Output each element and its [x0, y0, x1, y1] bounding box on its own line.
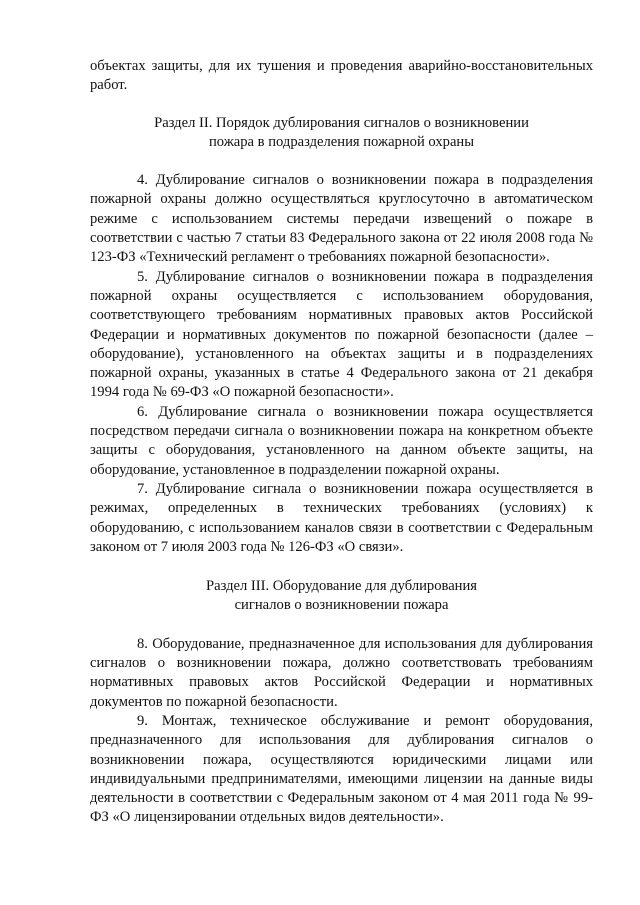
section-gap: [90, 152, 593, 171]
section-3-heading: [90, 577, 593, 616]
section-2-heading: [90, 114, 593, 153]
document-page: [90, 57, 593, 828]
paragraph-5: 5. Дублирование сигналов о возникновении пожара в подразделения пожарной охраны осуществляется с использованием оборудования, соответствующего требованиям нормативных правовых актов Российской Федерации и нормативных документов по пожарной безопасности (далее – оборудование), установленного на объектах защиты и в подразделениях пожарной охраны, указанных в статье 4 Федерального закона от 21 декабря 1994 года № 69-ФЗ «О пожарной безопасности».: [90, 268, 593, 401]
paragraph-4: 4. Дублирование сигналов о возникновении пожара в подразделения пожарной охраны должно осуществляться круглосуточно в автоматическом режиме с использованием системы передачи извещений о пожаре в соответствии с частью 7 статьи 83 Федерального закона от 22 июля 2008 года № 123-ФЗ «Технический регламент о требованиях пожарной безопасности».: [90, 172, 593, 266]
section-3-title-line-2: сигналов о возникновении пожара: [234, 597, 449, 614]
section-3-title-line-1: Раздел III. Оборудование для дублирования: [205, 578, 478, 595]
paragraph-9: 9. Монтаж, техническое обслуживание и ремонт оборудования, предназначенного для использования для дублирования сигналов о возникновении пожара, осуществляются юридическими лицами или индивидуальными предпринимателями, имеющими лицензии на данные виды деятельности в соответствии с Федеральным законом от 4 мая 2011 года № 99-ФЗ «О лицензировании отдельных видов деятельности».: [90, 712, 593, 826]
section-2-title-line-2: пожара в подразделения пожарной охраны: [208, 133, 475, 150]
paragraph-6: 6. Дублирование сигнала о возникновении пожара осуществляется посредством передачи сигнала о возникновении пожара на конкретном объекте защиты с оборудования, установленного на данном объекте защиты, на оборудование, установленное в подразделении пожарной охраны.: [90, 403, 593, 478]
paragraph-7: 7. Дублирование сигнала о возникновении пожара осуществляется в режимах, определенных в технических требованиях (условиях) к оборудованию, с использованием каналов связи в соответствии с Федеральным законом от 7 июля 2003 года № 126-ФЗ «О связи».: [90, 480, 593, 555]
intro-paragraph: объектах защиты, для их тушения и проведения аварийно-восстановительных работ.: [90, 58, 593, 94]
paragraph-8: 8. Оборудование, предназначенное для использования для дублирования сигналов о возникновении пожара, должно соответствовать требованиям нормативных правовых актов Российской Федерации и нормативных документов по пожарной безопасности.: [90, 635, 593, 710]
section-gap: [90, 616, 593, 635]
section-2-title-line-1: Раздел II. Порядок дублирования сигналов о возникновении: [154, 114, 529, 131]
